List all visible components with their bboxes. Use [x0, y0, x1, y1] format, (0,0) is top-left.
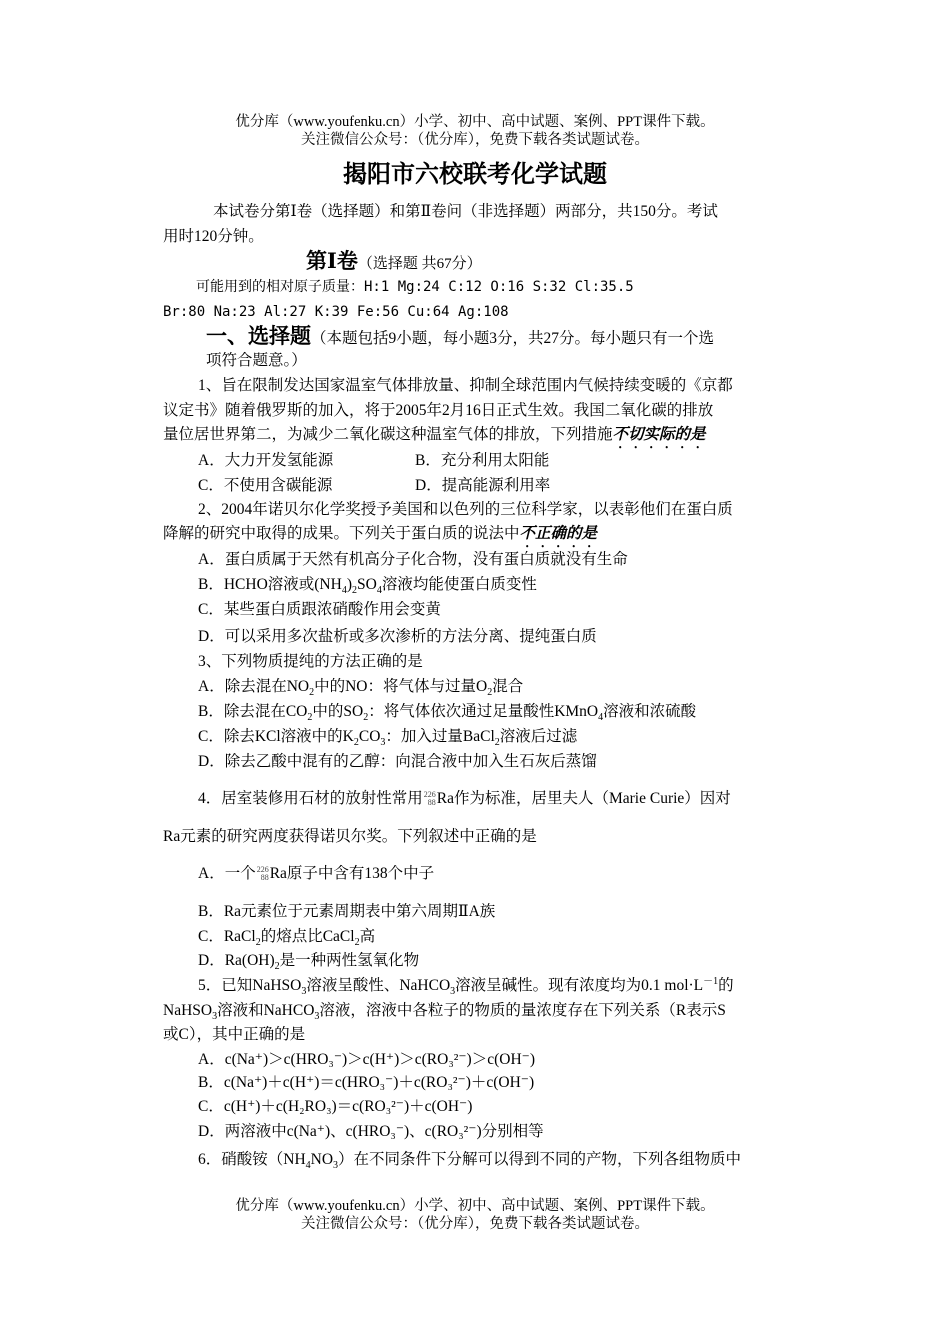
q1-line-3	[163, 425, 706, 452]
q5-option-a: A．c(Na⁺)＞c(HRO₃⁻)＞c(H⁺)＞c(RO₃²⁻)＞c(OH⁻)	[198, 1051, 535, 1068]
section-note-1: （本题包括9小题，每小题3分，共27分。每小题只有一个选	[311, 330, 715, 347]
q1-line-2: 议定书》随着俄罗斯的加入，将于2005年2月16日正式生效。我国二氧化碳的排放	[163, 402, 714, 419]
q2-emphasis: 不正确的是	[519, 525, 598, 542]
page-title: 揭阳市六校联考化学试题	[343, 162, 607, 188]
section-heading	[206, 326, 714, 349]
atomic-mass-line-2: Br:80 Na:23 Al:27 K:39 Fe:56 Cu:64 Ag:108	[163, 304, 509, 320]
q1-line-1: 1、旨在限制发达国家温室气体排放量、抑制全球范围内气候持续变暖的《京都	[198, 377, 733, 394]
q5-option-b: B．c(Na⁺)＋c(H⁺)＝c(HRO₃⁻)＋c(RO₃²⁻)＋c(OH⁻)	[198, 1074, 535, 1091]
q5-line-3: 或C），其中正确的是	[163, 1026, 306, 1043]
section-title: 一、选择题	[206, 324, 311, 348]
q5-option-c: C．c(H⁺)＋c(H₂RO₃)＝c(RO₃²⁻)＋c(OH⁻)	[198, 1098, 473, 1115]
q1-stem: 量位居世界第二，为减少二氧化碳这种温室气体的排放，下列措施	[163, 426, 613, 443]
q5-line-2: NaHSO$_3$溶液和NaHCO$_3$溶液，溶液中各粒子的物质的量浓度存在下列关系（R表示S	[163, 1002, 726, 1023]
q4-line-2: Ra元素的研究两度获得诺贝尔奖。下列叙述中正确的是	[163, 828, 537, 845]
q2-option-a: A．蛋白质属于天然有机高分子化合物，没有蛋白质就没有生命	[198, 551, 628, 568]
q4-option-c: C．RaCl$_2$的熔点比CaCl$_2$高	[198, 928, 376, 949]
q2-option-b: B．HCHO溶液或$(NH_4)_2SO_4$溶液均能使蛋白质变性	[198, 576, 537, 597]
footer-line-2: 关注微信公众号：（优分库），免费下载各类试题试卷。	[301, 1216, 649, 1232]
q2-stem: 降解的研究中取得的成果。下列关于蛋白质的说法中	[163, 525, 520, 542]
q1-option-a: A．大力开发氢能源	[198, 452, 334, 469]
intro-line-1: 本试卷分第Ⅰ卷（选择题）和第Ⅱ卷问（非选择题）两部分，共150分。考试	[213, 203, 718, 220]
q1-option-d: D．提高能源利用率	[415, 477, 551, 494]
q1-emphasis: 不切实际的是	[612, 426, 706, 443]
q5-option-d: D．两溶液中c(Na⁺)、c(HRO₃⁻)、c(RO₃²⁻)分别相等	[198, 1123, 544, 1140]
q3-option-b: B．除去混在$CO_2$中的$SO_2$：将气体依次通过足量酸性KMnO$_4$溶液和浓硫酸	[198, 703, 697, 724]
q3-stem: 3、下列物质提纯的方法正确的是	[198, 653, 423, 670]
intro-line-2: 用时120分钟。	[163, 228, 264, 245]
q2-option-c: C．某些蛋白质跟浓硝酸作用会变黄	[198, 601, 441, 618]
q4-line-1: 4．居室装修用石材的放射性常用 226 88 Ra作为标准，居里夫人（Marie Curie）因对	[198, 790, 731, 808]
q4-option-d: D．$Ra(OH)_2$是一种两性氢氧化物	[198, 952, 420, 973]
atomic-mass-line-1: 可能用到的相对原子质量：H:1 Mg:24 C:12 O:16 S:32 Cl:35.5	[196, 279, 634, 295]
part-note: （选择题 共67分）	[357, 256, 482, 272]
q4-option-b: B．Ra元素位于元素周期表中第六周期ⅡA族	[198, 903, 496, 920]
q5-line-1: 5．已知NaHSO$_3$溶液呈酸性、NaHCO$_3$溶液呈碱性。现有浓度均为0.1 $mol\cdot L^{-1}$的	[198, 975, 734, 998]
ra-isotope-label: 226 88	[423, 790, 436, 808]
q3-option-a: A．除去混在$NO_2$中的NO：将气体与过量$O_2$混合	[198, 678, 524, 699]
header-line-2: 关注微信公众号：（优分库），免费下载各类试题试卷。	[301, 132, 649, 148]
q2-line-1: 2、2004年诺贝尔化学奖授予美国和以色列的三位科学家，以表彰他们在蛋白质	[198, 501, 733, 518]
q6-line-1: 6．硝酸铵$(NH_4NO_3)$在不同条件下分解可以得到不同的产物，下列各组物质中	[198, 1151, 742, 1172]
q3-option-c: C．除去KCl溶液中的$K_2CO_3$：加入过量BaCl$_2$溶液后过滤	[198, 728, 578, 749]
header-line-1: 优分库（www.youfenku.cn）小学、初中、高中试题、案例、PPT课件下载。	[235, 114, 715, 130]
q1-option-c: C．不使用含碳能源	[198, 477, 333, 494]
section-note-2: 项符合题意。）	[206, 352, 307, 369]
part-title: 第Ⅰ卷	[306, 249, 358, 273]
q4-option-a: A．一个 226 88 Ra原子中含有138个中子	[198, 865, 435, 883]
footer-line-1: 优分库（www.youfenku.cn）小学、初中、高中试题、案例、PPT课件下载。	[235, 1198, 715, 1214]
q2-line-2	[163, 524, 597, 551]
q2-option-d: D．可以采用多次盐析或多次渗析的方法分离、提纯蛋白质	[198, 628, 597, 645]
q3-option-d: D．除去乙酸中混有的乙醇：向混合液中加入生石灰后蒸馏	[198, 753, 597, 770]
ra-isotope-label-2: 226 88	[256, 865, 269, 883]
q1-option-b: B．充分利用太阳能	[415, 452, 550, 469]
part-heading	[306, 251, 482, 274]
